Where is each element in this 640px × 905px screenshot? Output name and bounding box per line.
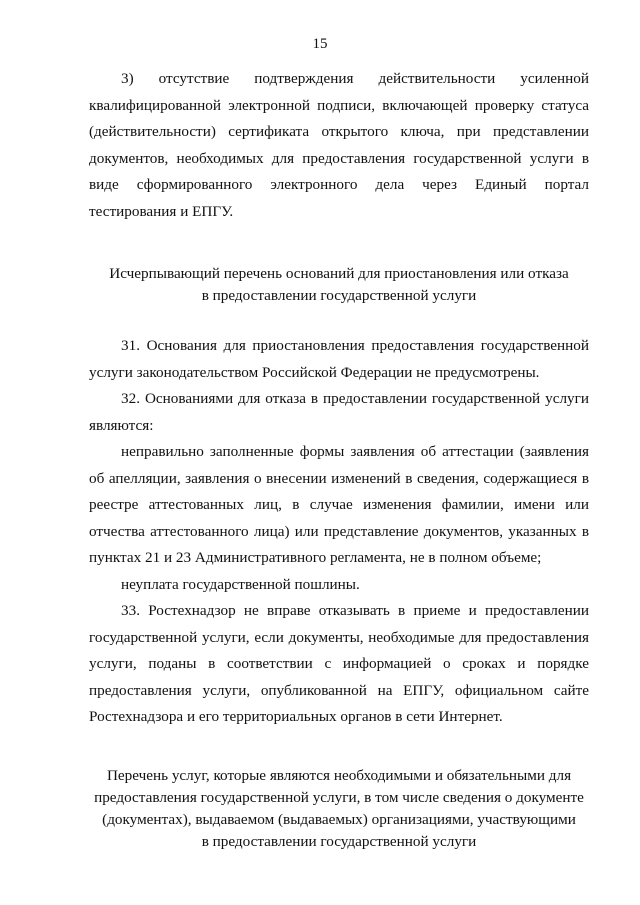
paragraph-32-item-fee: неуплата государственной пошлины. — [121, 575, 360, 593]
page-number: 15 — [312, 36, 328, 52]
heading-line: в предоставлении государственной услуги — [201, 832, 477, 850]
heading-line: Исчерпывающий перечень оснований для приостановления или отказа — [109, 265, 569, 282]
heading-line: в предоставлении государственной услуги — [201, 287, 477, 304]
paragraph-item-3: 3) отсутствие подтверждения действительности усиленной квалифицированной электронной подписи, включающей проверку статуса (действительности) сертификата открытого ключа, при представлении документов, необходимых для предоставления государственной услуги в виде сформированного электронного дела через Единый портал тестирования и ЕПГУ. — [89, 70, 589, 220]
heading-line: Перечень услуг, которые являются необходимыми и обязательными для — [106, 766, 572, 784]
heading-line: (документах), выдаваемом (выдаваемых) организациями, участвующими — [102, 810, 576, 828]
paragraph-31: 31. Основания для приостановления предоставления государственной услуги законодательством Российской Федерации не предусмотрены. — [89, 337, 589, 381]
spacer — [89, 307, 589, 333]
section-heading-required-services — [89, 765, 589, 853]
section-heading-grounds-refusal — [89, 263, 589, 307]
heading-line: предоставления государственной услуги, в том числе сведения о документе — [94, 788, 584, 806]
document-body — [89, 66, 589, 853]
paragraph-33: 33. Ростехнадзор не вправе отказывать в приеме и предоставлении государственной услуги, если документы, необходимые для предоставления услуги, поданы в соответствии с информацией о сроках и порядке предоставления услуги, опубликованной на ЕПГУ, официальном сайте Ростехнадзора и его территориальных органов в сети Интернет. — [89, 602, 589, 725]
paragraph-32-item-forms: неправильно заполненные формы заявления об аттестации (заявления об апелляции, заявления о внесении изменений в сведения, содержащиеся в реестре аттестованных лиц, в случае изменения фамилии, имени или отчества аттестованного лица) или представление документов, указанных в пунктах 21 и 23 Административного регламента, не в полном объеме; — [89, 443, 589, 566]
paragraph-32: 32. Основаниями для отказа в предоставлении государственной услуги являются: — [89, 390, 589, 434]
spacer — [89, 731, 589, 765]
spacer — [89, 225, 589, 263]
